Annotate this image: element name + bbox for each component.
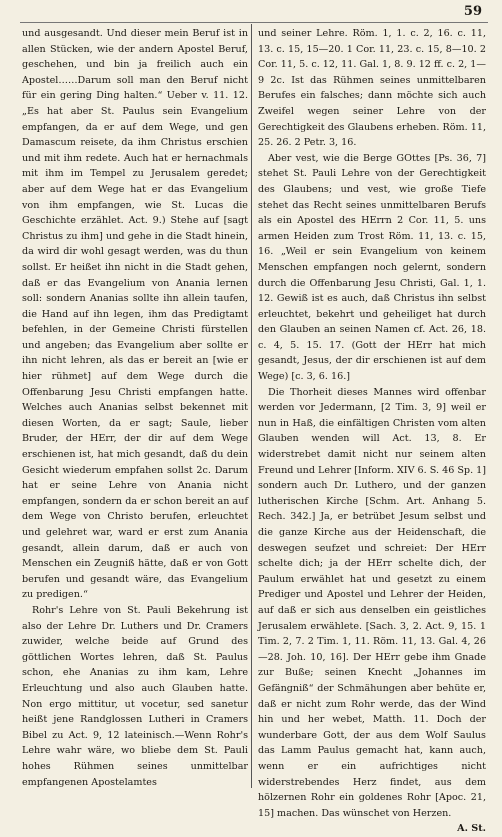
- paragraph-luther-quote: und ausgesandt. Und dieser mein Beruf ist in allen Stücken, wie der andern Apostel Beruf, geschehen, und bin ja freilich auch ein Apostel……Darum soll man den Beruf nicht für ein gering Ding halten.“ Ueber v. 11. 12. „Es hat aber St. Paulus sein Evangelium empfangen, da er auf dem Wege, und gen Damascum reisete, da ihm Christus erschien und mit ihm redete. Auch hat er hernachmals mit ihm im Tempel zu Jerusalem geredet; aber auf dem Wege hat er das Evangelium von ihm empfangen, wie St. Lucas die Geschichte erzählet. Act. 9.) Stehe auf [sagt Christus zu ihm] und gehe in die Stadt hinein, da wird dir wohl gesagt werden, was du thun sollst. Er heißet ihn nicht in die Stadt gehen, daß er das Evangelium von Anania lernen soll: sondern Ananias sollte ihn allein taufen, die Hand auf ihn legen, ihm das Predigtamt befehlen, in der Gemeine Christi fürstellen und angeben; das Evangelium aber sollte er ihn nicht lehren, als das er bereit an [wie er hier rühmet] auf dem Wege durch die Offenbarung Jesu Christi empfangen hatte. Welches auch Ananias selbst bekennet mit diesen Worten, da er sagt; Saule, lieber Bruder, der HErr, der dir auf dem Wege erschienen ist, hat mich gesandt, daß du dein Gesicht wiederum empfahen sollst 2c. Darum hat er seine Lehre von Anania nicht empfangen, sondern da er schon bereit an auf dem Wege von Christo berufen, erleuchtet und gelehret war, ward er erst zum Anania gesandt, allein darum, daß er auch von Menschen ein Zeugniß hätte, daß er von Gott berufen und gesandt wäre, das Evangelium zu predigen.“: [22, 28, 248, 601]
- paragraph-continuation: und seiner Lehre. Röm. 1, 1. c. 2, 16. c. 11, 13. c. 15, 15—20. 1 Cor. 11, 23. c. 15, 8—10. 2 Cor. 11, 5. c. 12, 11. Gal. 1, 8. 9. 12 ff. c. 2, 1—9 2c. Ist das Rühmen seines unmittelbaren Berufes ein falsches; dann möchte sich auch Zweifel wegen seiner Lehre von der Gerechtigkeit des Glaubens erheben. Röm. 11, 25. 26. 2 Petr. 3, 16.: [258, 28, 486, 149]
- paragraph-rohr-teaching: Rohr's Lehre von St. Pauli Bekehrung ist also der Lehre Dr. Luthers und Dr. Cramers zuwider, welche beide auf Grund des göttlichen Wortes lehren, daß St. Paulus schon, ehe Ananias zu ihm kam, Lehre Erleuchtung und also auch Glauben hatte. Non ergo mittitur, ut vocetur, sed sanetur heißt jene Randglossen Lutheri in Cramers Bibel zu Act. 9, 12 lateinisch.—Wenn Rohr's Lehre wahr wäre, wo bliebe dem St. Pauli hohes Rühmen seines unmittelbar empfangenen Apostelamtes: [22, 604, 248, 788]
- page-number: 59: [463, 4, 482, 19]
- header-rule: [20, 22, 488, 23]
- author-signature: A. St.: [457, 823, 486, 835]
- paragraph-pauli-doctrine: Aber vest, wie die Berge GOttes [Ps. 36, 7] stehet St. Pauli Lehre von der Gerechtigkeit des Glaubens; und vest, wie große Tiefe stehet das Recht seines unmittelbaren Berufs als ein Apostel des HErrn 2 Cor. 11, 5. uns armen Heiden zum Trost Röm. 11, 13. c. 15, 16. „Weil er sein Evangelium von keinem Menschen empfangen noch gelernt, sondern durch die Offenbarung Jesu Christi, Gal. 1, 1. 12. Gewiß ist es auch, daß Christus ihn selbst erleuchtet, bekehrt und geheiliget hat durch den Glauben an seinen Namen cf. Act. 26, 18. c. 4, 5. 15. 17. (Gott der HErr hat mich gesandt, Jesus, der dir erschienen ist auf dem Wege) [c. 3, 6. 16.]: [258, 152, 486, 383]
- left-column: [22, 26, 248, 790]
- paragraph-closing: Die Thorheit dieses Mannes wird offenbar werden vor Jedermann, [2 Tim. 3, 9] weil er nun in Haß, die einfältigen Christen vom alten Glauben wenden will Act. 13, 8. Er widerstrebet damit nicht nur seinem alten Freund und Lehrer [Inform. XIV 6. S. 46 Sp. 1] sondern auch Dr. Luthero, und der ganzen lutherischen Kirche [Schm. Art. Anhang 5. Rech. 342.] Ja, er betrübet Jesum selbst und die ganze Kirche aus der Heidenschaft, die deswegen seufzet und schreiet: Der HErr schelte dich; ja der HErr schelte dich, der Paulum erwählet hat und gesetzt zu einem Prediger und Apostel und Lehrer der Heiden, auf daß er sich aus denselben ein geistliches Jerusalem erwählete. [Sach. 3, 2. Act. 9, 15. 1 Tim. 2, 7. 2 Tim. 1, 11. Röm. 11, 13. Gal. 4, 26—28. Joh. 10, 16]. Der HErr gebe ihm Gnade zur Buße; seinen Knecht „Johannes im Gefängniß“ der Schmähungen aber behüte er, daß er nicht zum Rohr werde, das der Wind hin und her webet, Matth. 11. Doch der wunderbare Gott, der aus dem Wolf Saulus das Lamm Paulus gemacht hat, kann auch, wenn er ein aufrichtiges nicht widerstrebendes Herz findet, aus dem hölzernen Rohr ein goldenes Rohr [Apoc. 21, 15] machen. Das wünschet von Herzen.: [258, 386, 487, 819]
- column-divider: [251, 24, 252, 788]
- right-column: [258, 26, 486, 837]
